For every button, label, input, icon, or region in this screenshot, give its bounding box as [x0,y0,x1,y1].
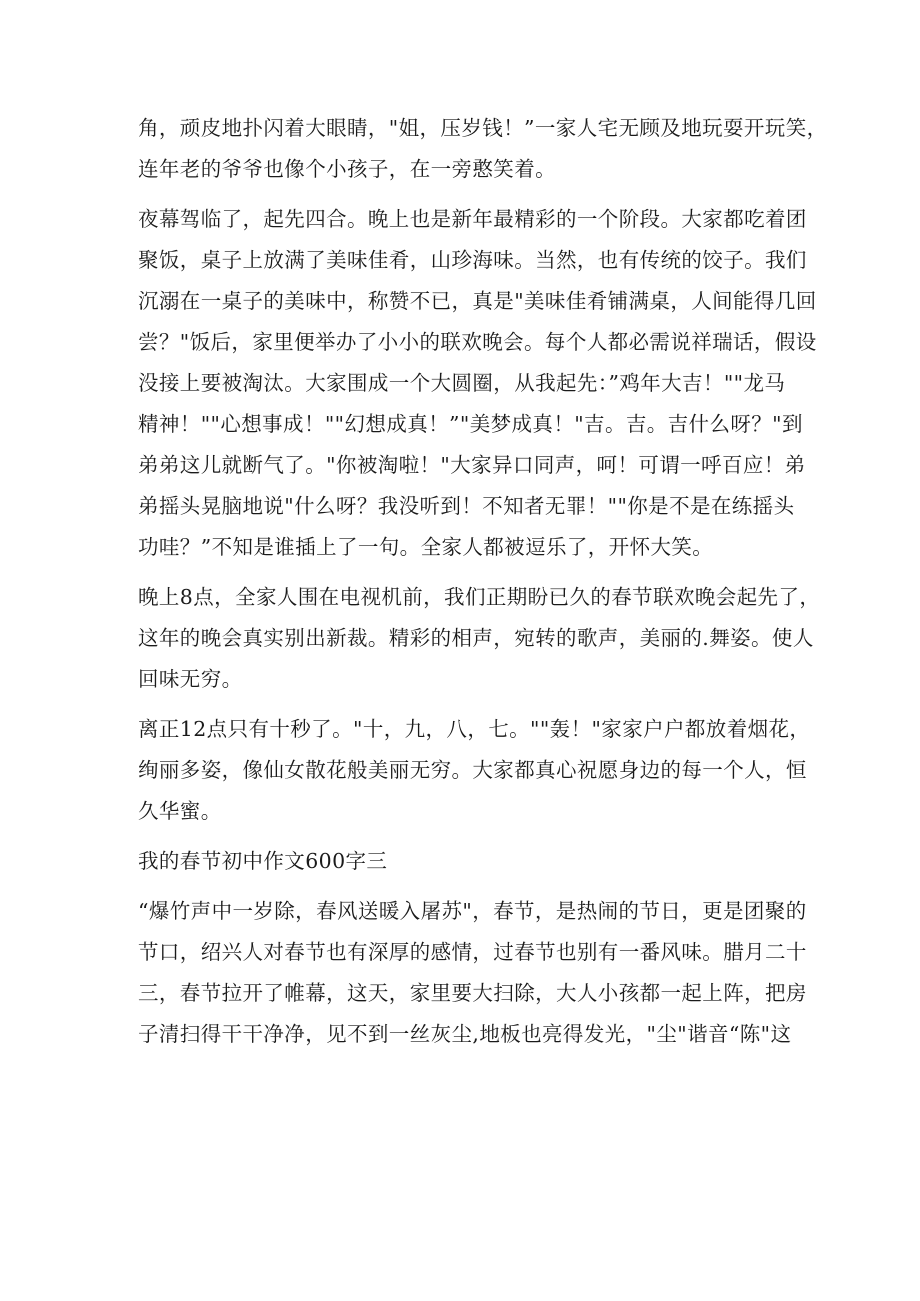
text-line: 绚丽多姿，像仙女散花般美丽无穷。大家都真心祝愿身边的每一个人，恒 [138,758,807,782]
text-line: 离正12点只有十秒了。"十，九，八，七。""轰！"家家户户都放着烟花， [138,717,811,741]
text-line: 三，春节拉开了帷幕，这天，家里要大扫除，大人小孩都一起上阵，把房 [138,981,807,1005]
text-line: 聚饭，桌子上放满了美味佳肴，山珍海味。当然，也有传统的饺子。我们 [138,248,807,272]
text-line: 回味无穷。 [138,667,243,691]
text-line: 弟摇头晃脑地说"什么呀？我没听到！不知者无罪！""你是不是在练摇头 [138,494,795,518]
text-line: 弟弟这儿就断气了。"你被淘啦！"大家异口同声，呵！可谓一呼百应！弟 [138,453,806,477]
text-line: 功哇？”不知是谁插上了一句。全家人都被逗乐了，开怀大笑。 [138,535,714,559]
text-line: 精神！""心想事成！""幻想成真！”"美梦成真！"吉。吉。吉什么呀？"到 [138,412,803,436]
paragraph [138,108,828,190]
text-line: 沉溺在一桌子的美味中，称赞不已，真是"美味佳肴铺满桌，人间能得几回 [138,289,817,313]
paragraph [138,891,807,1055]
document-body [138,108,828,1055]
text-line: 尝？"饭后，家里便举办了小小的联欢晚会。每个人都必需说祥瑞话，假设 [138,330,817,354]
section-heading [138,841,788,882]
paragraph [138,709,811,832]
text-line: 节口，绍兴人对春节也有深厚的感情，过春节也别有一番风味。腊月二十 [138,940,807,964]
text-line: 这年的晚会真实别出新裁。精彩的相声，宛转的歌声，美丽的.舞姿。使人 [138,626,814,650]
heading-text: 我的春节初中作文600字三 [138,849,388,873]
text-line: 晚上8点，全家人围在电视机前，我们正期盼已久的春节联欢晚会起先了， [138,585,821,609]
paragraph [138,199,817,568]
paragraph [138,577,821,700]
text-line: 夜幕驾临了，起先四合。晚上也是新年最精彩的一个阶段。大家都吃着团 [138,207,807,231]
text-line: 子清扫得干干净净，见不到一丝灰尘,地板也亮得发光，"尘"谐音“陈"这 [138,1022,792,1046]
text-line: 连年老的爷爷也像个小孩子，在一旁憨笑着。 [138,157,556,181]
text-line: “爆竹声中一岁除，春风送暖入屠苏"，春节，是热闹的节日，更是团聚的 [138,899,807,923]
text-line: 角，顽皮地扑闪着大眼睛，"姐，压岁钱！”一家人宅无顾及地玩耍开玩笑， [138,116,828,140]
text-line: 没接上要被淘汰。大家围成一个大圆圈，从我起先：”鸡年大吉！""龙马 [138,371,786,395]
text-line: 久华蜜。 [138,799,222,823]
